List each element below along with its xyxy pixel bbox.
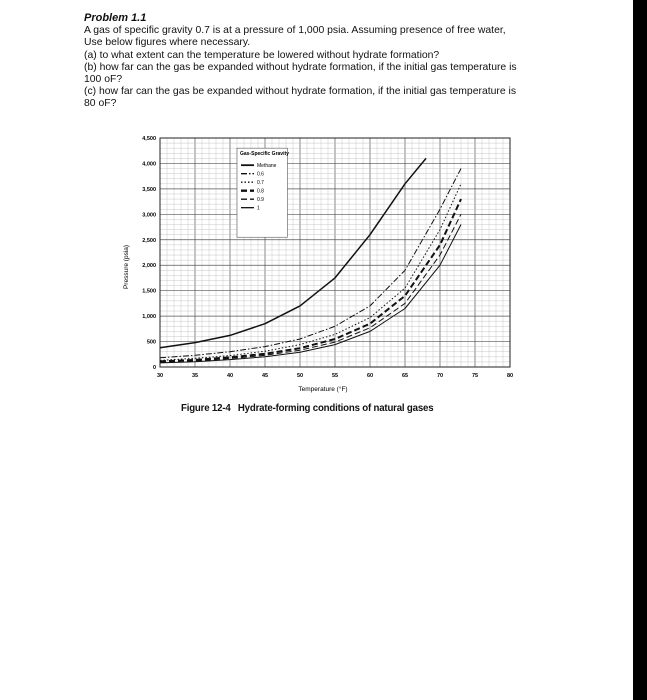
problem-part-b-line-2: 100 oF? [84,74,123,86]
problem-part-a: (a) to what extent can the temperature be lowered without hydrate formation? [84,49,440,61]
problem-part-b-line-1: (b) how far can the gas be expanded without hydrate formation, if the initial gas temperature is [84,61,517,73]
legend-layer [237,148,289,237]
legend-label: 0.6 [257,171,264,178]
right-edge-bar [633,0,647,700]
series-line-0-7 [160,184,461,361]
figure-caption [181,402,433,414]
legend-title: Gas-Specific Gravity [240,151,289,158]
y-tick-label: 1,500 [142,288,156,295]
x-tick-label: 55 [331,373,339,379]
y-tick-label: 2,500 [142,237,156,244]
problem-title: Problem 1.1 [84,12,147,24]
x-tick-label: 60 [366,373,374,379]
legend-label: 1 [257,205,260,212]
y-tick-label: 0 [152,365,156,371]
y-tick-label: 3,500 [142,186,156,193]
x-axis-label: Temperature (°F) [298,386,348,393]
problem-line-2: Use below figures where necessary. [84,37,251,49]
problem-line-1: A gas of specific gravity 0.7 is at a pressure of 1,000 psia. Assuming presence of free water, [84,25,506,37]
problem-statement [84,12,564,111]
x-tick-label: 35 [191,373,199,379]
problem-part-c-line-2: 80 oF? [84,98,117,110]
x-tick-label: 70 [436,373,444,379]
x-tick-label: 30 [156,373,164,379]
series-line-1 [160,225,461,363]
y-tick-label: 3,000 [142,212,156,219]
figure-number: Figure 12-4 [181,402,231,414]
grid-layer [160,138,510,367]
legend-label: 0.8 [257,188,264,195]
y-tick-label: 2,000 [142,263,156,270]
series-line-0-8 [160,199,461,361]
y-tick-label: 500 [146,339,156,346]
x-tick-label: 80 [506,373,514,379]
problem-part-c-line-1: (c) how far can the gas be expanded without hydrate formation, if the initial gas temperature is [84,86,517,98]
x-tick-label: 40 [226,373,234,379]
y-axis-label: Pressure (psia) [123,244,130,290]
hydrate-chart [118,128,528,428]
legend-label: 0.7 [257,180,264,187]
series-line-0-6 [160,169,461,358]
x-tick-label: 75 [471,373,479,379]
y-tick-label: 4,000 [142,161,156,168]
y-tick-label: 1,000 [142,314,156,321]
legend-label: 0.9 [257,197,264,204]
chart-svg [118,128,528,398]
legend-label: Methane [257,163,277,170]
figure-caption-text: Hydrate-forming conditions of natural gases [237,402,434,414]
x-tick-label: 65 [401,373,409,379]
y-tick-label: 4,500 [142,136,156,142]
x-tick-label: 45 [261,373,269,379]
x-tick-label: 50 [296,373,304,379]
